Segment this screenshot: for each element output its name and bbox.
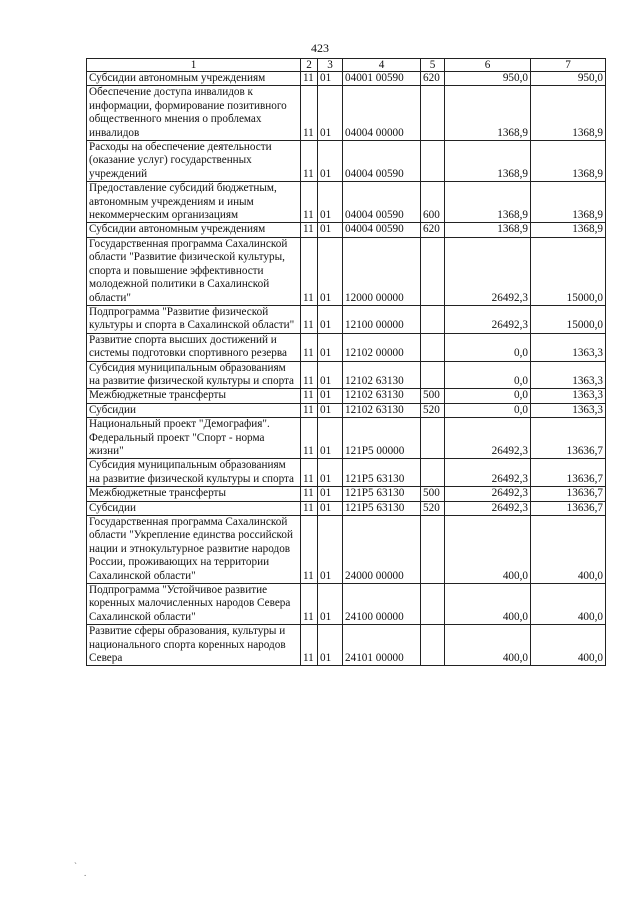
table-row — [87, 86, 606, 141]
target-article-cell: 04001 00590 — [343, 72, 421, 86]
row-name-cell: Субсидии автономным учреждениям — [87, 223, 301, 237]
target-article-cell: 12102 00000 — [343, 333, 421, 361]
section-cell: 11 — [301, 333, 318, 361]
expense-type-cell — [421, 516, 445, 584]
amount-cell: 400,0 — [531, 516, 606, 584]
column-header: 7 — [531, 59, 606, 72]
subsection-cell: 01 — [318, 584, 343, 625]
subsection-cell: 01 — [318, 418, 343, 459]
section-cell: 11 — [301, 584, 318, 625]
expense-type-cell — [421, 333, 445, 361]
target-article-cell: 121P5 63130 — [343, 487, 421, 501]
table-row — [87, 223, 606, 237]
subsection-cell: 01 — [318, 487, 343, 501]
table-row — [87, 403, 606, 417]
subsection-cell: 01 — [318, 333, 343, 361]
subsection-cell: 01 — [318, 516, 343, 584]
amount-cell: 1363,3 — [531, 333, 606, 361]
row-name-cell: Субсидия муниципальным образованиям на развитие физической культуры и спорта — [87, 459, 301, 487]
subsection-cell: 01 — [318, 182, 343, 223]
amount-cell: 26492,3 — [445, 237, 531, 305]
row-name-cell: Субсидии — [87, 403, 301, 417]
amount-cell: 1368,9 — [531, 86, 606, 141]
row-name-cell: Подпрограмма "Развитие физической культуры и спорта в Сахалинской области" — [87, 305, 301, 333]
row-name-cell: Национальный проект "Демография". Федеральный проект "Спорт - норма жизни" — [87, 418, 301, 459]
target-article-cell: 12000 00000 — [343, 237, 421, 305]
expense-type-cell: 620 — [421, 72, 445, 86]
amount-cell: 400,0 — [445, 625, 531, 666]
expense-type-cell — [421, 584, 445, 625]
amount-cell: 1368,9 — [531, 223, 606, 237]
subsection-cell: 01 — [318, 625, 343, 666]
row-name-cell: Развитие спорта высших достижений и системы подготовки спортивного резерва — [87, 333, 301, 361]
amount-cell: 13636,7 — [531, 487, 606, 501]
amount-cell: 15000,0 — [531, 237, 606, 305]
target-article-cell: 24100 00000 — [343, 584, 421, 625]
amount-cell: 950,0 — [445, 72, 531, 86]
table-row — [87, 182, 606, 223]
amount-cell: 26492,3 — [445, 418, 531, 459]
target-article-cell: 121P5 63130 — [343, 501, 421, 515]
expense-type-cell — [421, 625, 445, 666]
subsection-cell: 01 — [318, 501, 343, 515]
amount-cell: 1368,9 — [531, 182, 606, 223]
target-article-cell: 12102 63130 — [343, 403, 421, 417]
subsection-cell: 01 — [318, 459, 343, 487]
amount-cell: 15000,0 — [531, 305, 606, 333]
amount-cell: 1368,9 — [445, 223, 531, 237]
column-header: 2 — [301, 59, 318, 72]
amount-cell: 950,0 — [531, 72, 606, 86]
amount-cell: 26492,3 — [445, 305, 531, 333]
table-row — [87, 361, 606, 389]
expense-type-cell — [421, 237, 445, 305]
target-article-cell: 04004 00590 — [343, 141, 421, 182]
amount-cell: 1368,9 — [445, 86, 531, 141]
expense-type-cell — [421, 86, 445, 141]
column-header: 1 — [87, 59, 301, 72]
amount-cell: 0,0 — [445, 403, 531, 417]
amount-cell: 1368,9 — [445, 141, 531, 182]
table-row — [87, 487, 606, 501]
section-cell: 11 — [301, 141, 318, 182]
section-cell: 11 — [301, 516, 318, 584]
column-header: 3 — [318, 59, 343, 72]
amount-cell: 1363,3 — [531, 361, 606, 389]
table-row — [87, 305, 606, 333]
subsection-cell: 01 — [318, 86, 343, 141]
page-number: 423 — [311, 41, 329, 55]
scan-speck: ` — [74, 861, 77, 871]
column-header: 4 — [343, 59, 421, 72]
row-name-cell: Подпрограмма "Устойчивое развитие коренных малочисленных народов Севера Сахалинской области" — [87, 584, 301, 625]
subsection-cell: 01 — [318, 141, 343, 182]
expense-type-cell — [421, 418, 445, 459]
expense-type-cell: 520 — [421, 403, 445, 417]
section-cell: 11 — [301, 237, 318, 305]
target-article-cell: 04004 00590 — [343, 223, 421, 237]
amount-cell: 0,0 — [445, 389, 531, 403]
subsection-cell: 01 — [318, 237, 343, 305]
scan-speck: . — [84, 868, 87, 878]
section-cell: 11 — [301, 86, 318, 141]
amount-cell: 1363,3 — [531, 389, 606, 403]
row-name-cell: Расходы на обеспечение деятельности (оказание услуг) государственных учреждений — [87, 141, 301, 182]
table-row — [87, 72, 606, 86]
table-header-row — [87, 59, 606, 72]
table-row — [87, 584, 606, 625]
section-cell: 11 — [301, 182, 318, 223]
row-name-cell: Обеспечение доступа инвалидов к информации, формирование позитивного общественного мнения о проблемах инвалидов — [87, 86, 301, 141]
row-name-cell: Государственная программа Сахалинской области "Развитие физической культуры, спорта и повышение эффективности молодежной политики в Сахалинской области" — [87, 237, 301, 305]
expense-type-cell — [421, 305, 445, 333]
amount-cell: 1363,3 — [531, 403, 606, 417]
table-row — [87, 389, 606, 403]
subsection-cell: 01 — [318, 361, 343, 389]
subsection-cell: 01 — [318, 389, 343, 403]
section-cell: 11 — [301, 361, 318, 389]
section-cell: 11 — [301, 223, 318, 237]
section-cell: 11 — [301, 487, 318, 501]
target-article-cell: 04004 00000 — [343, 86, 421, 141]
row-name-cell: Межбюджетные трансферты — [87, 487, 301, 501]
expense-type-cell — [421, 141, 445, 182]
row-name-cell: Государственная программа Сахалинской области "Укрепление единства российской нации и этнокультурное развитие народов России, проживающих на территории Сахалинской области" — [87, 516, 301, 584]
row-name-cell: Субсидия муниципальным образованиям на развитие физической культуры и спорта — [87, 361, 301, 389]
section-cell: 11 — [301, 389, 318, 403]
subsection-cell: 01 — [318, 305, 343, 333]
amount-cell: 0,0 — [445, 333, 531, 361]
expense-type-cell — [421, 459, 445, 487]
expense-type-cell: 520 — [421, 501, 445, 515]
amount-cell: 400,0 — [445, 516, 531, 584]
section-cell: 11 — [301, 501, 318, 515]
amount-cell: 0,0 — [445, 361, 531, 389]
expense-type-cell — [421, 361, 445, 389]
target-article-cell: 24101 00000 — [343, 625, 421, 666]
amount-cell: 400,0 — [531, 584, 606, 625]
table-row — [87, 141, 606, 182]
table-row — [87, 418, 606, 459]
amount-cell: 13636,7 — [531, 501, 606, 515]
section-cell: 11 — [301, 305, 318, 333]
expense-type-cell: 600 — [421, 182, 445, 223]
amount-cell: 26492,3 — [445, 459, 531, 487]
column-header: 5 — [421, 59, 445, 72]
table-row — [87, 333, 606, 361]
subsection-cell: 01 — [318, 72, 343, 86]
table-row — [87, 625, 606, 666]
budget-table — [86, 58, 606, 666]
expense-type-cell: 500 — [421, 389, 445, 403]
section-cell: 11 — [301, 459, 318, 487]
section-cell: 11 — [301, 418, 318, 459]
row-name-cell: Субсидии — [87, 501, 301, 515]
amount-cell: 1368,9 — [445, 182, 531, 223]
table-row — [87, 516, 606, 584]
amount-cell: 26492,3 — [445, 487, 531, 501]
target-article-cell: 12102 63130 — [343, 389, 421, 403]
target-article-cell: 121P5 00000 — [343, 418, 421, 459]
subsection-cell: 01 — [318, 223, 343, 237]
target-article-cell: 12100 00000 — [343, 305, 421, 333]
target-article-cell: 24000 00000 — [343, 516, 421, 584]
row-name-cell: Субсидии автономным учреждениям — [87, 72, 301, 86]
amount-cell: 13636,7 — [531, 459, 606, 487]
row-name-cell: Развитие сферы образования, культуры и национального спорта коренных народов Севера — [87, 625, 301, 666]
amount-cell: 26492,3 — [445, 501, 531, 515]
section-cell: 11 — [301, 625, 318, 666]
amount-cell: 1368,9 — [531, 141, 606, 182]
expense-type-cell: 620 — [421, 223, 445, 237]
section-cell: 11 — [301, 403, 318, 417]
target-article-cell: 04004 00590 — [343, 182, 421, 223]
subsection-cell: 01 — [318, 403, 343, 417]
row-name-cell: Предоставление субсидий бюджетным, автономным учреждениям и иным некоммерческим организациям — [87, 182, 301, 223]
target-article-cell: 121P5 63130 — [343, 459, 421, 487]
column-header: 6 — [445, 59, 531, 72]
amount-cell: 400,0 — [531, 625, 606, 666]
section-cell: 11 — [301, 72, 318, 86]
target-article-cell: 12102 63130 — [343, 361, 421, 389]
table-row — [87, 237, 606, 305]
amount-cell: 400,0 — [445, 584, 531, 625]
amount-cell: 13636,7 — [531, 418, 606, 459]
expense-type-cell: 500 — [421, 487, 445, 501]
row-name-cell: Межбюджетные трансферты — [87, 389, 301, 403]
table-row — [87, 501, 606, 515]
table-row — [87, 459, 606, 487]
